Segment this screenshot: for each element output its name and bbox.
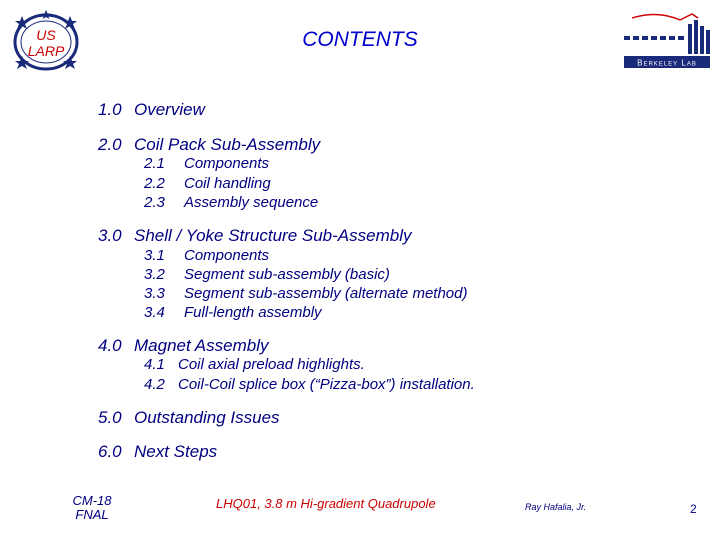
section-label: Next Steps (134, 442, 218, 461)
section-number: 5.0 (98, 408, 122, 427)
toc-subsection-3-2 (144, 266, 390, 283)
subsection-label: Segment sub-assembly (alternate method) (184, 285, 468, 302)
subsection-number: 4.1 (144, 356, 165, 373)
footer-author: Ray Hafalia, Jr. (525, 502, 587, 512)
section-label: Overview (134, 100, 205, 119)
footer-meeting-name: CM-18 (72, 493, 112, 508)
page-number: 2 (690, 502, 697, 516)
toc-section-3 (98, 226, 412, 246)
toc-section-2 (98, 135, 320, 155)
subsection-label: Assembly sequence (184, 194, 319, 211)
toc-subsection-2-2 (144, 175, 271, 192)
subsection-number: 2.1 (144, 155, 165, 172)
logo-text-berkeley-lab: Berkeley Lab (637, 58, 697, 68)
section-label: Outstanding Issues (134, 408, 280, 427)
toc-subsection-4-1 (144, 356, 365, 373)
footer-meeting-location: FNAL (75, 507, 109, 522)
subsection-number: 2.2 (144, 175, 165, 192)
toc-section-4 (98, 336, 268, 356)
toc-subsection-3-4 (144, 304, 322, 321)
toc-section-6 (98, 442, 217, 462)
subsection-label: Full-length assembly (184, 304, 322, 321)
section-number: 4.0 (98, 336, 122, 355)
section-number: 2.0 (98, 135, 122, 154)
footer-project-title: LHQ01, 3.8 m Hi-gradient Quadrupole (216, 496, 436, 511)
toc-subsection-4-2 (144, 376, 475, 393)
subsection-label: Coil axial preload highlights. (178, 356, 365, 373)
logo-text-us: US (36, 27, 56, 43)
section-label: Magnet Assembly (134, 336, 269, 355)
toc-subsection-3-1 (144, 247, 269, 264)
subsection-number: 4.2 (144, 376, 165, 393)
toc-subsection-3-3 (144, 285, 467, 302)
subsection-number: 2.3 (144, 194, 165, 211)
subsection-label: Segment sub-assembly (basic) (184, 266, 390, 283)
section-label: Shell / Yoke Structure Sub-Assembly (134, 226, 412, 245)
page-title: CONTENTS (302, 28, 418, 51)
subsection-number: 3.2 (144, 266, 165, 283)
section-number: 6.0 (98, 442, 122, 461)
subsection-label: Components (184, 247, 270, 264)
subsection-label: Coil-Coil splice box (“Pizza-box”) installation. (178, 376, 475, 393)
subsection-number: 3.4 (144, 304, 165, 321)
section-label: Coil Pack Sub-Assembly (134, 135, 321, 154)
toc-section-1 (98, 100, 205, 120)
section-number: 3.0 (98, 226, 122, 245)
footer-meeting (62, 494, 122, 522)
subsection-number: 3.3 (144, 285, 165, 302)
section-number: 1.0 (98, 100, 122, 119)
toc-subsection-2-3 (144, 194, 318, 211)
subsection-number: 3.1 (144, 247, 165, 264)
subsection-label: Coil handling (184, 175, 271, 192)
toc-section-5 (98, 408, 280, 428)
logo-text-larp: LARP (27, 43, 65, 59)
subsection-label: Components (184, 155, 270, 172)
toc-subsection-2-1 (144, 155, 269, 172)
